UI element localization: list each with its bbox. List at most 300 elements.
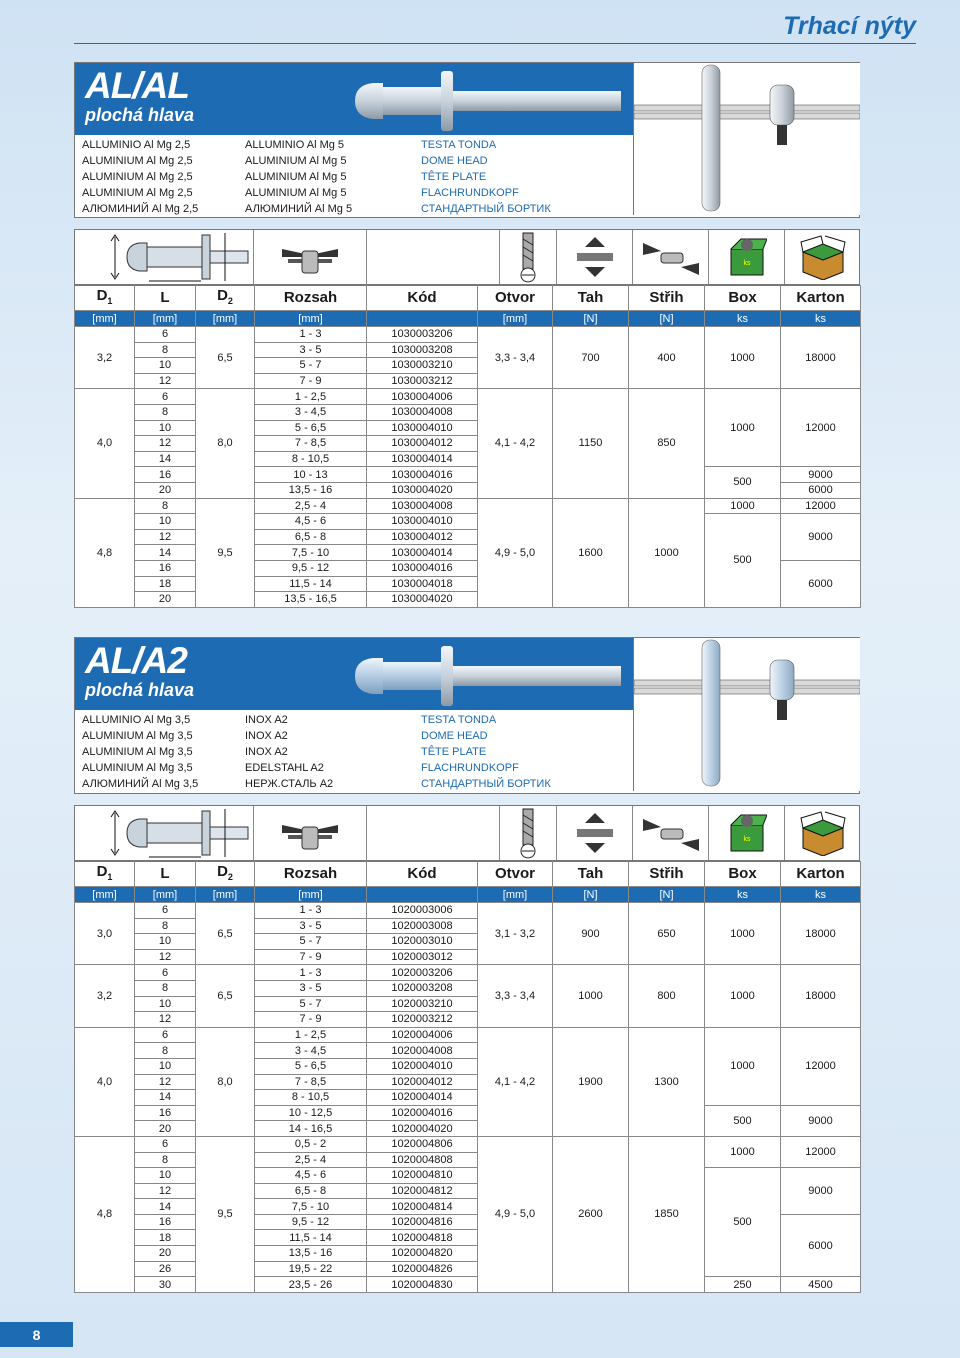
l-cell: 12 xyxy=(135,373,196,389)
carton-icon xyxy=(785,230,861,284)
shear-icon xyxy=(633,806,709,860)
rozsah-cell: 5 - 7 xyxy=(255,996,367,1012)
kod-cell: 1020003206 xyxy=(367,965,478,981)
kod-cell: 1020003210 xyxy=(367,996,478,1012)
table-row xyxy=(75,1168,861,1184)
rozsah-cell: 1 - 3 xyxy=(255,903,367,919)
table-units-row xyxy=(75,887,861,903)
kod-cell: 1030004016 xyxy=(367,560,478,576)
col-header: Otvor xyxy=(478,286,553,311)
kod-cell: 1020003010 xyxy=(367,934,478,950)
kod-cell: 1030004012 xyxy=(367,436,478,452)
kod-cell: 1020003006 xyxy=(367,903,478,919)
box-cell: 1000 xyxy=(705,389,781,467)
l-cell: 6 xyxy=(135,327,196,343)
grip-range-icon xyxy=(254,806,367,860)
d2-cell: 6,5 xyxy=(196,965,255,1027)
material-item: ALUMINIUM Al Mg 2,5 xyxy=(82,171,193,183)
l-cell: 8 xyxy=(135,404,196,420)
kod-cell: 1030004012 xyxy=(367,529,478,545)
otvor-cell: 3,3 - 3,4 xyxy=(478,965,553,1027)
material-item: ALUMINIUM Al Mg 3,5 xyxy=(82,746,193,758)
rozsah-cell: 11,5 - 14 xyxy=(255,576,367,592)
unit-cell: [mm] xyxy=(196,311,255,327)
l-cell: 20 xyxy=(135,1246,196,1262)
rozsah-cell: 7 - 9 xyxy=(255,373,367,389)
karton-cell: 12000 xyxy=(781,498,861,514)
l-cell: 8 xyxy=(135,1152,196,1168)
karton-cell: 4500 xyxy=(781,1277,861,1293)
strih-cell: 1000 xyxy=(629,498,705,607)
icon-row xyxy=(74,805,860,861)
tah-cell: 1600 xyxy=(553,498,629,607)
tah-cell: 2600 xyxy=(553,1136,629,1292)
l-cell: 10 xyxy=(135,358,196,374)
rozsah-cell: 7 - 9 xyxy=(255,949,367,965)
head-type-item: DOME HEAD xyxy=(421,730,488,742)
material-item: ALUMINIUM Al Mg 3,5 xyxy=(82,762,193,774)
rozsah-cell: 3 - 5 xyxy=(255,918,367,934)
karton-cell: 6000 xyxy=(781,1214,861,1276)
box-icon xyxy=(709,806,785,860)
title-rule xyxy=(74,43,916,44)
kod-cell: 1020004010 xyxy=(367,1058,478,1074)
kod-cell: 1030004006 xyxy=(367,389,478,405)
rozsah-cell: 14 - 16,5 xyxy=(255,1121,367,1137)
d2-cell: 8,0 xyxy=(196,1027,255,1136)
rozsah-cell: 13,5 - 16 xyxy=(255,482,367,498)
section-title: AL/AL xyxy=(85,65,189,106)
rozsah-cell: 7,5 - 10 xyxy=(255,545,367,561)
d1-cell: 3,2 xyxy=(75,327,135,389)
material-item: ALUMINIUM Al Mg 5 xyxy=(245,171,347,183)
d2-cell: 8,0 xyxy=(196,389,255,498)
table-row xyxy=(75,903,861,919)
unit-cell: [mm] xyxy=(478,887,553,903)
unit-cell: [N] xyxy=(553,887,629,903)
head-type-item: СТАНДАРТНЫЙ БОРТИК xyxy=(421,203,551,215)
l-cell: 18 xyxy=(135,576,196,592)
box-cell: 500 xyxy=(705,514,781,608)
unit-cell: [mm] xyxy=(196,887,255,903)
box-cell: 500 xyxy=(705,1105,781,1136)
col-header: $D_1$ xyxy=(75,862,135,887)
head-type-item: СТАНДАРТНЫЙ БОРТИК xyxy=(421,778,551,790)
unit-cell: [mm] xyxy=(135,311,196,327)
rozsah-cell: 9,5 - 12 xyxy=(255,560,367,576)
kod-cell: 1020004830 xyxy=(367,1277,478,1293)
rozsah-cell: 5 - 7 xyxy=(255,934,367,950)
blank-cell xyxy=(367,230,500,284)
rivet-dimensions-icon xyxy=(75,230,254,284)
l-cell: 12 xyxy=(135,1012,196,1028)
d1-cell: 4,0 xyxy=(75,1027,135,1136)
section-title: AL/A2 xyxy=(85,640,187,681)
head-type-list xyxy=(421,137,551,217)
material-list-body xyxy=(82,712,198,792)
box-cell: 500 xyxy=(705,1168,781,1277)
table-row xyxy=(75,1105,861,1121)
table-row xyxy=(75,327,861,343)
material-item: НЕРЖ.СТАЛЬ A2 xyxy=(245,778,334,790)
otvor-cell: 4,1 - 4,2 xyxy=(478,389,553,498)
icon-row xyxy=(74,229,860,285)
table-row xyxy=(75,498,861,514)
box-cell: 250 xyxy=(705,1277,781,1293)
unit-cell: [N] xyxy=(553,311,629,327)
karton-cell: 9000 xyxy=(781,514,861,561)
kod-cell: 1030004018 xyxy=(367,576,478,592)
spec-table-al-al xyxy=(74,285,861,608)
col-header: $D_2$ xyxy=(196,862,255,887)
karton-cell: 6000 xyxy=(781,560,861,607)
kod-cell: 1030004014 xyxy=(367,451,478,467)
table-row xyxy=(75,1136,861,1152)
col-header: Rozsah xyxy=(255,286,367,311)
strih-cell: 1850 xyxy=(629,1136,705,1292)
material-item: АЛЮМИНИЙ Al Mg 2,5 xyxy=(82,203,199,215)
l-cell: 8 xyxy=(135,342,196,358)
material-item: ALUMINIUM Al Mg 2,5 xyxy=(82,187,193,199)
kod-cell: 1020004826 xyxy=(367,1261,478,1277)
tah-cell: 700 xyxy=(553,327,629,389)
head-type-list xyxy=(421,712,551,792)
col-header: Střih xyxy=(629,862,705,887)
l-cell: 8 xyxy=(135,980,196,996)
tensile-icon xyxy=(557,230,633,284)
l-cell: 20 xyxy=(135,1121,196,1137)
l-cell: 26 xyxy=(135,1261,196,1277)
material-item: ALUMINIUM Al Mg 2,5 xyxy=(82,155,193,167)
kod-cell: 1020004810 xyxy=(367,1168,478,1184)
col-header: Střih xyxy=(629,286,705,311)
l-cell: 14 xyxy=(135,545,196,561)
rozsah-cell: 1 - 3 xyxy=(255,965,367,981)
kod-cell: 1030003206 xyxy=(367,327,478,343)
strih-cell: 400 xyxy=(629,327,705,389)
rozsah-cell: 4,5 - 6 xyxy=(255,514,367,530)
material-item: ALUMINIUM Al Mg 5 xyxy=(245,187,347,199)
material-item: ALUMINIUM Al Mg 5 xyxy=(245,155,347,167)
box-cell: 1000 xyxy=(705,327,781,389)
col-header: Tah xyxy=(553,286,629,311)
d2-cell: 9,5 xyxy=(196,498,255,607)
l-cell: 12 xyxy=(135,436,196,452)
rivet-dimensions-icon xyxy=(75,806,254,860)
rozsah-cell: 1 - 2,5 xyxy=(255,389,367,405)
rozsah-cell: 2,5 - 4 xyxy=(255,1152,367,1168)
col-header: Karton xyxy=(781,286,861,311)
col-header: Karton xyxy=(781,862,861,887)
kod-cell: 1020004014 xyxy=(367,1090,478,1106)
material-list-mandrel xyxy=(245,712,333,792)
rozsah-cell: 1 - 3 xyxy=(255,327,367,343)
table-row xyxy=(75,389,861,405)
head-type-item: TESTA TONDA xyxy=(421,714,497,726)
box-icon-label: ks xyxy=(743,260,750,267)
l-cell: 10 xyxy=(135,420,196,436)
kod-cell: 1020004012 xyxy=(367,1074,478,1090)
table-header-row xyxy=(75,286,861,311)
karton-cell: 9000 xyxy=(781,1105,861,1136)
table-units-row xyxy=(75,311,861,327)
unit-cell: ks xyxy=(705,311,781,327)
rozsah-cell: 5 - 6,5 xyxy=(255,1058,367,1074)
l-cell: 14 xyxy=(135,1199,196,1215)
material-item: ALUMINIUM Al Mg 3,5 xyxy=(82,730,193,742)
strih-cell: 800 xyxy=(629,965,705,1027)
l-cell: 14 xyxy=(135,1090,196,1106)
material-list-mandrel xyxy=(245,137,352,217)
kod-cell: 1030003208 xyxy=(367,342,478,358)
rozsah-cell: 6,5 - 8 xyxy=(255,529,367,545)
unit-cell: ks xyxy=(781,311,861,327)
l-cell: 10 xyxy=(135,514,196,530)
karton-cell: 6000 xyxy=(781,482,861,498)
kod-cell: 1020004816 xyxy=(367,1214,478,1230)
rozsah-cell: 23,5 - 26 xyxy=(255,1277,367,1293)
head-type-item: TÊTE PLATE xyxy=(421,171,487,183)
l-cell: 6 xyxy=(135,903,196,919)
material-item: ALLUMINIO Al Mg 3,5 xyxy=(82,714,191,726)
l-cell: 8 xyxy=(135,1043,196,1059)
rozsah-cell: 19,5 - 22 xyxy=(255,1261,367,1277)
rozsah-cell: 10 - 12,5 xyxy=(255,1105,367,1121)
karton-cell: 12000 xyxy=(781,1027,861,1105)
karton-cell: 18000 xyxy=(781,903,861,965)
l-cell: 12 xyxy=(135,1074,196,1090)
otvor-cell: 3,1 - 3,2 xyxy=(478,903,553,965)
kod-cell: 1030003212 xyxy=(367,373,478,389)
section-header-al-a2 xyxy=(74,637,860,794)
unit-cell: [mm] xyxy=(478,311,553,327)
rozsah-cell: 3 - 4,5 xyxy=(255,404,367,420)
box-icon-label: ks xyxy=(743,836,750,843)
box-icon xyxy=(709,230,785,284)
l-cell: 10 xyxy=(135,934,196,950)
tah-cell: 1150 xyxy=(553,389,629,498)
tah-cell: 1000 xyxy=(553,965,629,1027)
l-cell: 12 xyxy=(135,949,196,965)
l-cell: 12 xyxy=(135,529,196,545)
col-header: Box xyxy=(705,286,781,311)
l-cell: 8 xyxy=(135,498,196,514)
l-cell: 20 xyxy=(135,482,196,498)
l-cell: 10 xyxy=(135,1058,196,1074)
kod-cell: 1020003012 xyxy=(367,949,478,965)
unit-cell: [N] xyxy=(629,887,705,903)
kod-cell: 1030004010 xyxy=(367,514,478,530)
col-header: Kód xyxy=(367,862,478,887)
rivet-image xyxy=(355,71,625,131)
material-item: АЛЮМИНИЙ Al Mg 5 xyxy=(245,203,353,215)
head-type-item: DOME HEAD xyxy=(421,155,488,167)
kod-cell: 1020003208 xyxy=(367,980,478,996)
strih-cell: 650 xyxy=(629,903,705,965)
l-cell: 8 xyxy=(135,918,196,934)
material-item: ALLUMINIO Al Mg 5 xyxy=(245,139,345,151)
kod-cell: 1030004008 xyxy=(367,498,478,514)
kod-cell: 1020004812 xyxy=(367,1183,478,1199)
l-cell: 6 xyxy=(135,965,196,981)
rozsah-cell: 6,5 - 8 xyxy=(255,1183,367,1199)
kod-cell: 1030004008 xyxy=(367,404,478,420)
otvor-cell: 4,1 - 4,2 xyxy=(478,1027,553,1136)
rozsah-cell: 10 - 13 xyxy=(255,467,367,483)
rozsah-cell: 7 - 9 xyxy=(255,1012,367,1028)
box-cell: 1000 xyxy=(705,965,781,1027)
table-row xyxy=(75,514,861,530)
section-subtitle: plochá hlava xyxy=(85,105,195,125)
section-header-al-al xyxy=(74,62,860,218)
l-cell: 12 xyxy=(135,1183,196,1199)
col-header: Kód xyxy=(367,286,478,311)
d2-cell: 9,5 xyxy=(196,1136,255,1292)
material-item: EDELSTAHL A2 xyxy=(245,762,324,774)
unit-cell: [mm] xyxy=(75,887,135,903)
section-subtitle: plochá hlava xyxy=(85,680,195,700)
karton-cell: 9000 xyxy=(781,467,861,483)
kod-cell: 1020004020 xyxy=(367,1121,478,1137)
rivet-image xyxy=(355,646,625,706)
head-type-item: FLACHRUNDKOPF xyxy=(421,187,519,199)
box-cell: 1000 xyxy=(705,903,781,965)
l-cell: 6 xyxy=(135,1136,196,1152)
col-header: Box xyxy=(705,862,781,887)
kod-cell: 1020004806 xyxy=(367,1136,478,1152)
col-header: L xyxy=(135,862,196,887)
kod-cell: 1020004008 xyxy=(367,1043,478,1059)
rozsah-cell: 3 - 5 xyxy=(255,342,367,358)
table-row xyxy=(75,965,861,981)
kod-cell: 1030004016 xyxy=(367,467,478,483)
karton-cell: 18000 xyxy=(781,327,861,389)
head-type-item: TÊTE PLATE xyxy=(421,746,487,758)
rozsah-cell: 7,5 - 10 xyxy=(255,1199,367,1215)
unit-cell: [mm] xyxy=(135,887,196,903)
otvor-cell: 4,9 - 5,0 xyxy=(478,1136,553,1292)
rozsah-cell: 9,5 - 12 xyxy=(255,1214,367,1230)
kod-cell: 1030004020 xyxy=(367,482,478,498)
l-cell: 30 xyxy=(135,1277,196,1293)
rozsah-cell: 11,5 - 14 xyxy=(255,1230,367,1246)
rozsah-cell: 1 - 2,5 xyxy=(255,1027,367,1043)
kod-cell: 1020004818 xyxy=(367,1230,478,1246)
kod-cell: 1020003212 xyxy=(367,1012,478,1028)
l-cell: 20 xyxy=(135,592,196,608)
carton-icon xyxy=(785,806,861,860)
col-header: L xyxy=(135,286,196,311)
kod-cell: 1020004820 xyxy=(367,1246,478,1262)
karton-cell: 12000 xyxy=(781,389,861,467)
rozsah-cell: 13,5 - 16,5 xyxy=(255,592,367,608)
table-row xyxy=(75,1277,861,1293)
kod-cell: 1030004020 xyxy=(367,592,478,608)
shear-icon xyxy=(633,230,709,284)
d1-cell: 3,0 xyxy=(75,903,135,965)
otvor-cell: 4,9 - 5,0 xyxy=(478,498,553,607)
rivet-installation-image xyxy=(633,638,860,791)
table-row xyxy=(75,467,861,483)
page-title: Trhací nýty xyxy=(783,12,916,40)
rozsah-cell: 5 - 6,5 xyxy=(255,420,367,436)
head-type-item: TESTA TONDA xyxy=(421,139,497,151)
table-row xyxy=(75,1027,861,1043)
rozsah-cell: 0,5 - 2 xyxy=(255,1136,367,1152)
rozsah-cell: 8 - 10,5 xyxy=(255,451,367,467)
l-cell: 6 xyxy=(135,1027,196,1043)
l-cell: 16 xyxy=(135,1214,196,1230)
rozsah-cell: 5 - 7 xyxy=(255,358,367,374)
unit-cell: [mm] xyxy=(75,311,135,327)
spec-table-al-a2 xyxy=(74,861,861,1293)
unit-cell xyxy=(367,887,478,903)
box-cell: 1000 xyxy=(705,1136,781,1167)
box-cell: 1000 xyxy=(705,498,781,514)
box-cell: 1000 xyxy=(705,1027,781,1105)
karton-cell: 18000 xyxy=(781,965,861,1027)
blank-cell xyxy=(367,806,500,860)
tah-cell: 1900 xyxy=(553,1027,629,1136)
head-type-item: FLACHRUNDKOPF xyxy=(421,762,519,774)
l-cell: 10 xyxy=(135,1168,196,1184)
kod-cell: 1020003008 xyxy=(367,918,478,934)
l-cell: 16 xyxy=(135,467,196,483)
karton-cell: 9000 xyxy=(781,1168,861,1215)
unit-cell xyxy=(367,311,478,327)
material-list-body xyxy=(82,137,198,217)
rozsah-cell: 13,5 - 16 xyxy=(255,1246,367,1262)
material-item: ALLUMINIO Al Mg 2,5 xyxy=(82,139,191,151)
kod-cell: 1020004814 xyxy=(367,1199,478,1215)
unit-cell: ks xyxy=(781,887,861,903)
rozsah-cell: 3 - 5 xyxy=(255,980,367,996)
col-header: Tah xyxy=(553,862,629,887)
rozsah-cell: 3 - 4,5 xyxy=(255,1043,367,1059)
rivet-installation-image xyxy=(633,63,860,215)
d1-cell: 4,8 xyxy=(75,498,135,607)
rozsah-cell: 7 - 8,5 xyxy=(255,1074,367,1090)
grip-range-icon xyxy=(254,230,367,284)
rozsah-cell: 4,5 - 6 xyxy=(255,1168,367,1184)
tah-cell: 900 xyxy=(553,903,629,965)
kod-cell: 1030004014 xyxy=(367,545,478,561)
col-header: $D_1$ xyxy=(75,286,135,311)
d1-cell: 4,0 xyxy=(75,389,135,498)
box-cell: 500 xyxy=(705,467,781,498)
material-item: INOX A2 xyxy=(245,714,288,726)
col-header: Rozsah xyxy=(255,862,367,887)
rozsah-cell: 8 - 10,5 xyxy=(255,1090,367,1106)
kod-cell: 1020004006 xyxy=(367,1027,478,1043)
rozsah-cell: 7 - 8,5 xyxy=(255,436,367,452)
unit-cell: ks xyxy=(705,887,781,903)
kod-cell: 1030003210 xyxy=(367,358,478,374)
tensile-icon xyxy=(557,806,633,860)
col-header: $D_2$ xyxy=(196,286,255,311)
strih-cell: 850 xyxy=(629,389,705,498)
kod-cell: 1020004808 xyxy=(367,1152,478,1168)
material-item: INOX A2 xyxy=(245,746,288,758)
page-number: 8 xyxy=(0,1322,73,1347)
strih-cell: 1300 xyxy=(629,1027,705,1136)
d1-cell: 4,8 xyxy=(75,1136,135,1292)
l-cell: 16 xyxy=(135,560,196,576)
drill-hole-icon xyxy=(500,230,557,284)
l-cell: 6 xyxy=(135,389,196,405)
karton-cell: 12000 xyxy=(781,1136,861,1167)
rozsah-cell: 2,5 - 4 xyxy=(255,498,367,514)
